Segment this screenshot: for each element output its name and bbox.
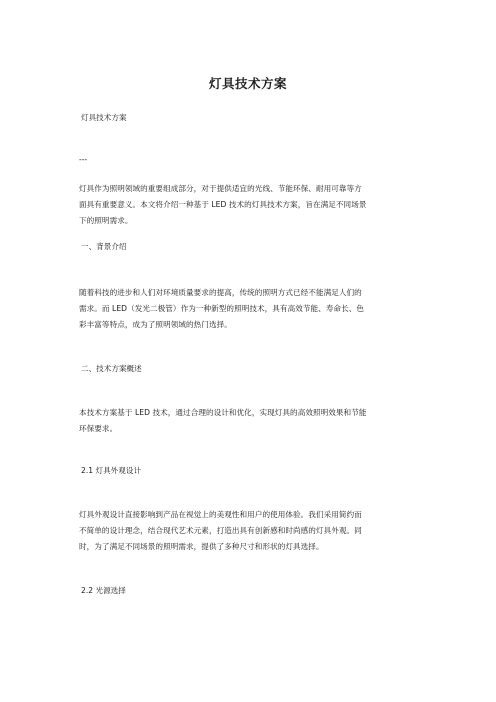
intro-line-1: 灯具作为照明领域的重要组成部分，对于提供适宜的光线、节能环保、耐用可靠等方: [79, 184, 362, 193]
intro-line-2: 面具有重要意义。本文将介绍一种基于 LED 技术的灯具技术方案，旨在满足不同场景: [79, 200, 367, 209]
section-heading-overview: 二、技术方案概述: [81, 364, 142, 373]
section-heading-background: 一、背景介绍: [81, 242, 127, 251]
section-heading-appearance: 2.1 灯具外观设计: [81, 466, 142, 475]
document-subtitle: 灯具技术方案: [81, 113, 127, 122]
intro-line-3: 下的照明需求。: [79, 216, 133, 225]
section-heading-light-source: 2.2 光源选择: [81, 586, 126, 595]
document-title: 灯具技术方案: [208, 76, 287, 91]
appearance-line-2: 不简单的设计理念，结合现代艺术元素，打造出具有创新感和时尚感的灯具外观。同: [79, 526, 362, 535]
background-line-2: 需求。而 LED（发光二极管）作为一种新型的照明技术，具有高效节能、寿命长、色: [79, 304, 365, 313]
separator: ---: [79, 155, 88, 164]
appearance-line-1: 灯具外观设计直接影响到产品在视觉上的美观性和用户的使用体验。我们采用简约而: [79, 510, 362, 519]
background-line-1: 随着科技的进步和人们对环境质量要求的提高，传统的照明方式已经不能满足人们的: [79, 288, 362, 297]
background-line-3: 彩丰富等特点，成为了照明领域的热门选择。: [79, 320, 232, 329]
overview-line-2: 环保要求。: [79, 424, 118, 433]
overview-line-1: 本技术方案基于 LED 技术，通过合理的设计和优化，实现灯具的高效照明效果和节能: [79, 408, 367, 417]
appearance-line-3: 时，为了满足不同场景的照明需求，提供了多种尺寸和形状的灯具选择。: [79, 542, 324, 551]
